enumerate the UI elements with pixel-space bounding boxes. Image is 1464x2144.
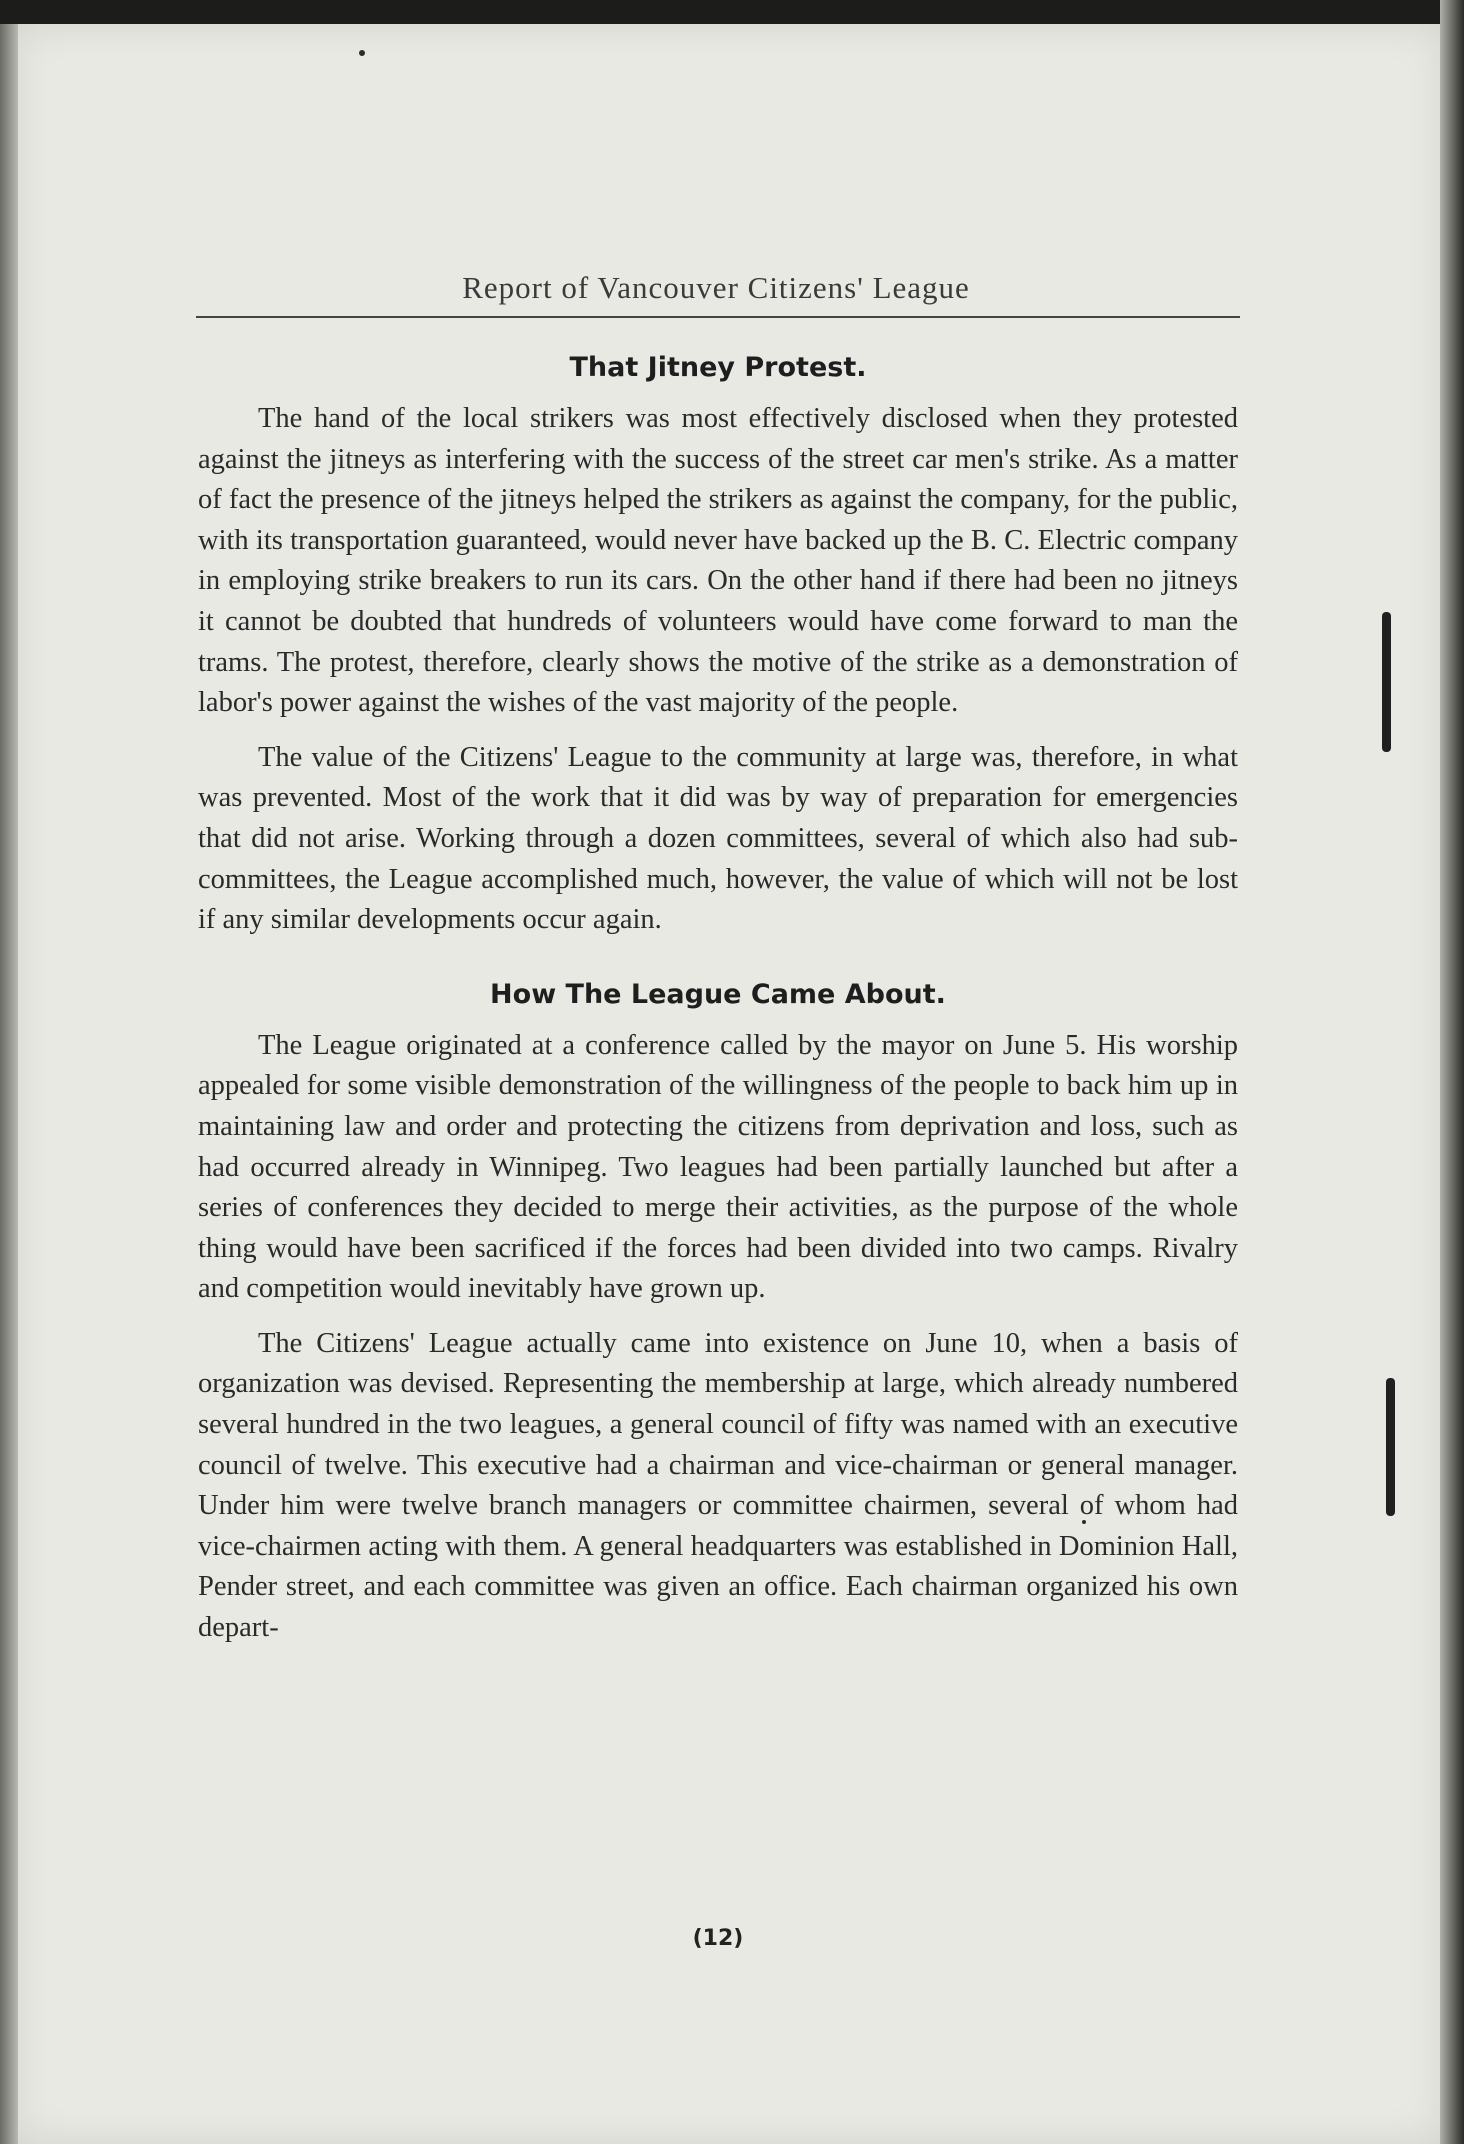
running-head-rule: [196, 316, 1240, 318]
page-content: [198, 270, 1238, 1951]
running-head: Report of Vancouver Citizens' League: [462, 270, 970, 305]
scan-left-border: [0, 24, 18, 2144]
paragraph: The Citizens' League actually came into existence on June 10, when a basis of organization was devised. Representing the membership at large, which already numbered several hundred in the two leagues, a general council of fifty was named with an executive council of twelve. This executive had a chairman and vice-chairman or general manager. Under him were twelve branch managers or committee chairmen, several of whom had vice-chairmen acting with them. A general headquarters was established in Dominion Hall, Pender street, and each committee was given an office. Each chairman organized his own depart-: [198, 1327, 1238, 1644]
paragraph: The League originated at a conference called by the mayor on June 5. His worship appealed for some visible demonstration of the willingness of the people to back him up in maintaining law and order and protecting the citizens from deprivation and loss, such as had occurred already in Winnipeg. Two leagues had been partially launched but after a series of conferences they decided to merge their activities, as the purpose of the whole thing would have been sacrificed if the forces had been divided into two camps. Rivalry and competition would inevitably have grown up.: [198, 1029, 1238, 1305]
paragraph: The hand of the local strikers was most effectively disclosed when they protested against the jitneys as interfering with the success of the street car men's strike. As a matter of fact the presence of the jitneys helped the strikers as against the company, for the public, with its transportation guaranteed, would never have backed up the B. C. Electric company in employing strike breakers to run its cars. On the other hand if there had been no jitneys it cannot be doubted that hundreds of volunteers would have come forward to man the trams. The protest, therefore, clearly shows the motive of the strike as a demonstration of labor's power against the wishes of the vast majority of the people.: [198, 403, 1238, 719]
page-number: (12): [692, 1926, 744, 1951]
paragraph: The value of the Citizens' League to the community at large was, therefore, in what was prevented. Most of the work that it did was by way of preparation for emergencies that did not arise. Working through a dozen committees, several of which also had sub-committees, the League accomplished much, however, the value of which will not be lost if any similar developments occur again.: [198, 741, 1238, 936]
binding-mark-lower: [1386, 1378, 1395, 1516]
section-heading-league-came-about: How The League Came About.: [490, 978, 946, 1010]
binding-mark-upper: [1382, 612, 1391, 752]
section-heading-jitney-protest: That Jitney Protest.: [569, 352, 867, 383]
scan-right-border: [1440, 0, 1464, 2144]
scan-speck: [359, 50, 365, 56]
